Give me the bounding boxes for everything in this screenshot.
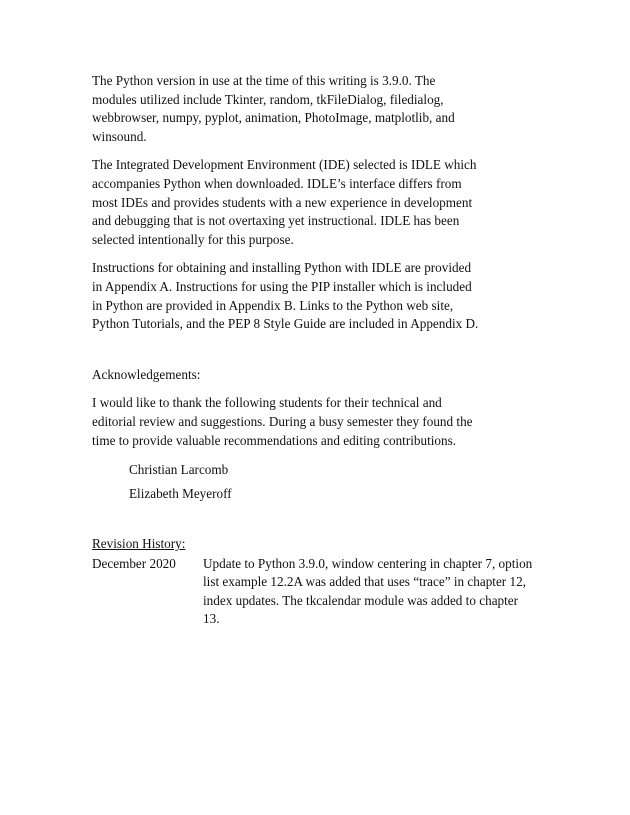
acknowledgement-names	[129, 460, 482, 508]
revision-history	[92, 535, 542, 629]
acknowledged-name: Christian Larcomb	[129, 462, 229, 478]
revision-entry	[92, 555, 542, 629]
acknowledgements-heading: Acknowledgements:	[92, 366, 201, 382]
main-content	[92, 72, 482, 508]
revision-date: December 2020	[92, 555, 176, 571]
paragraph-python-version: The Python version in use at the time of this writing is 3.9.0. The modules utilized include Tkinter, random, tkFileDialog, filedialog, webbrowser, numpy, pyplot, animation, PhotoImage, matplotlib, and winsound.	[92, 73, 455, 144]
revision-description: Update to Python 3.9.0, window centering in chapter 7, option list example 12.2A was added that uses “trace” in chapter 12, index updates. The tkcalendar module was added to chapter 13.	[203, 555, 533, 627]
paragraph-instructions: Instructions for obtaining and installing Python with IDLE are provided in Appendix A. Instructions for using the PIP installer which is included in Python are provided in Appendix B. Links to the Python web site, Python Tutorials, and the PEP 8 Style Guide are included in Appendix D.	[92, 260, 479, 332]
paragraph-ide: The Integrated Development Environment (IDE) selected is IDLE which accompanies Python when downloaded. IDLE’s interface differs from most IDEs and provides students with a new experience in development and debugging that is not overtaxing yet instructional. IDLE has been selected intentionally for this purpose.	[92, 157, 477, 247]
acknowledgements-text: I would like to thank the following students for their technical and editorial review and suggestions. During a busy semester they found the time to provide valuable recommendations and editing contributions.	[92, 395, 473, 448]
revision-history-heading: Revision History:	[92, 536, 186, 551]
acknowledged-name: Elizabeth Meyeroff	[129, 486, 232, 502]
